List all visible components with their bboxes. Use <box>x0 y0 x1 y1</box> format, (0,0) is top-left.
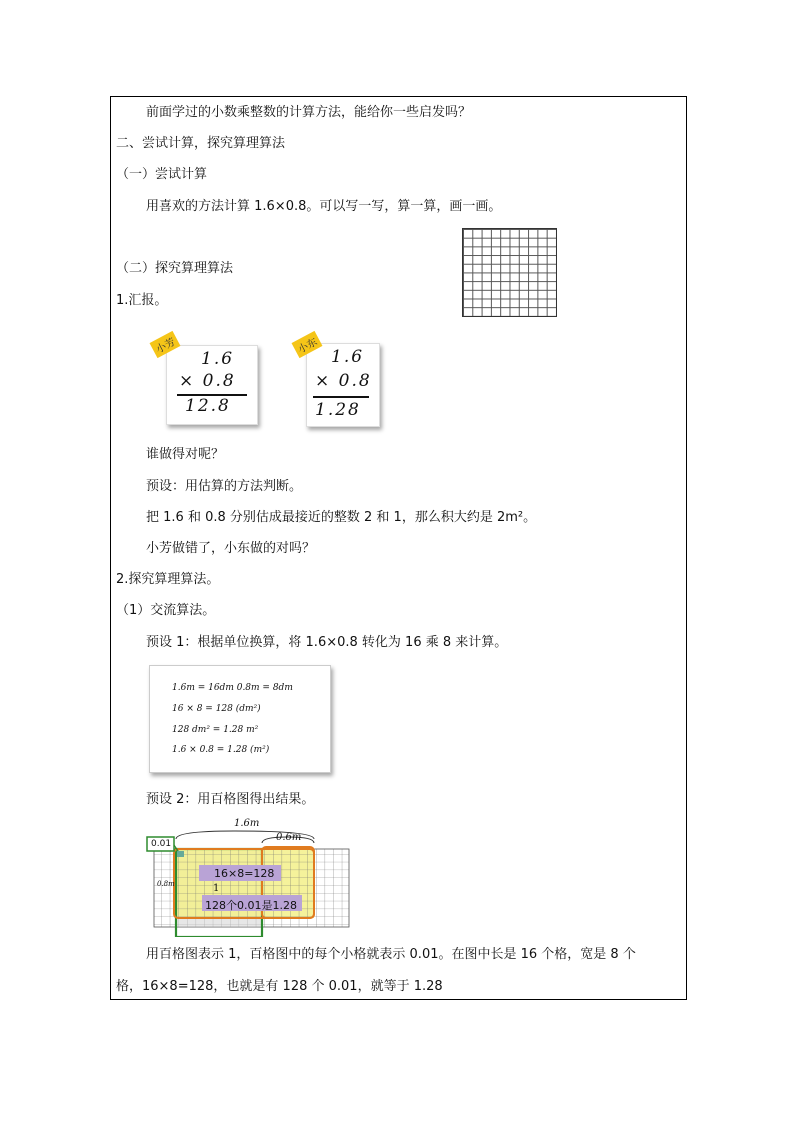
text-line: 预设 2：用百格图得出结果。 <box>146 792 315 807</box>
conversion-row: 1.6 × 0.8 = 1.28 (m²) <box>172 745 270 755</box>
text-line: 谁做得对呢？ <box>146 447 225 462</box>
box-2-text: 128个0.01是1.28 <box>205 899 297 912</box>
text-line: 2.探究算理算法。 <box>116 572 220 587</box>
length-label: 1.6m <box>234 818 260 829</box>
one-label: 1 <box>213 883 220 894</box>
text-line: 预设 1：根据单位换算，将 1.6×0.8 转化为 16 乘 8 来计算。 <box>146 635 508 650</box>
text-line: 预设：用估算的方法判断。 <box>146 479 303 494</box>
card-row: × 0.8 <box>315 371 372 391</box>
text-line: 格，16×8=128，也就是有 128 个 0.01，就等于 1.28 <box>116 979 443 994</box>
xiaodong-work-card <box>306 343 380 427</box>
text-line: 把 1.6 和 0.8 分别估成最接近的整数 2 和 1，那么积大约是 2m²。 <box>146 510 537 525</box>
text-line: 前面学过的小数乘整数的计算方法，能给你一些启发吗？ <box>146 105 472 120</box>
box-1-text: 16×8=128 <box>214 867 275 880</box>
text-line: 用喜欢的方法计算 1.6×0.8。可以写一写，算一算，画一画。 <box>146 199 502 214</box>
card-row: 1.6 <box>331 347 365 367</box>
xiaodong-tag: 小东 <box>292 331 323 358</box>
card-divider <box>313 396 369 398</box>
text-line: （1）交流算法。 <box>116 603 216 618</box>
conversion-row: 16 × 8 = 128 (dm²) <box>172 704 261 714</box>
unit-conversion-card <box>149 665 331 773</box>
unit-cell-label: 0.01 <box>151 839 172 849</box>
subsection-heading: （一）尝试计算 <box>116 167 208 182</box>
card-row: 12.8 <box>185 396 231 416</box>
conversion-row: 128 dm² = 1.28 m² <box>172 725 259 735</box>
conversion-row: 1.6m = 16dm 0.8m = 8dm <box>172 683 293 693</box>
card-row: × 0.8 <box>179 371 236 391</box>
text-line: 用百格图表示 1，百格图中的每个小格就表示 0.01。在图中长是 16 个格，宽是 8 个 <box>146 947 636 962</box>
hundred-grid-blank <box>462 228 557 317</box>
sub-length-label: 0.6m <box>276 832 302 843</box>
unit-cell-highlight <box>177 851 184 857</box>
card-row: 1.6 <box>201 349 235 369</box>
text-line: 1.汇报。 <box>116 293 168 308</box>
section-heading: 二、尝试计算，探究算理算法 <box>116 136 286 151</box>
xiaofang-tag: 小芳 <box>150 331 181 358</box>
subsection-heading: （二）探究算理算法 <box>116 261 234 276</box>
card-row: 1.28 <box>315 400 361 420</box>
xiaofang-work-card <box>166 345 258 425</box>
text-line: 小芳做错了，小东做的对吗？ <box>146 541 316 556</box>
side-label: 0.8m <box>157 880 175 888</box>
